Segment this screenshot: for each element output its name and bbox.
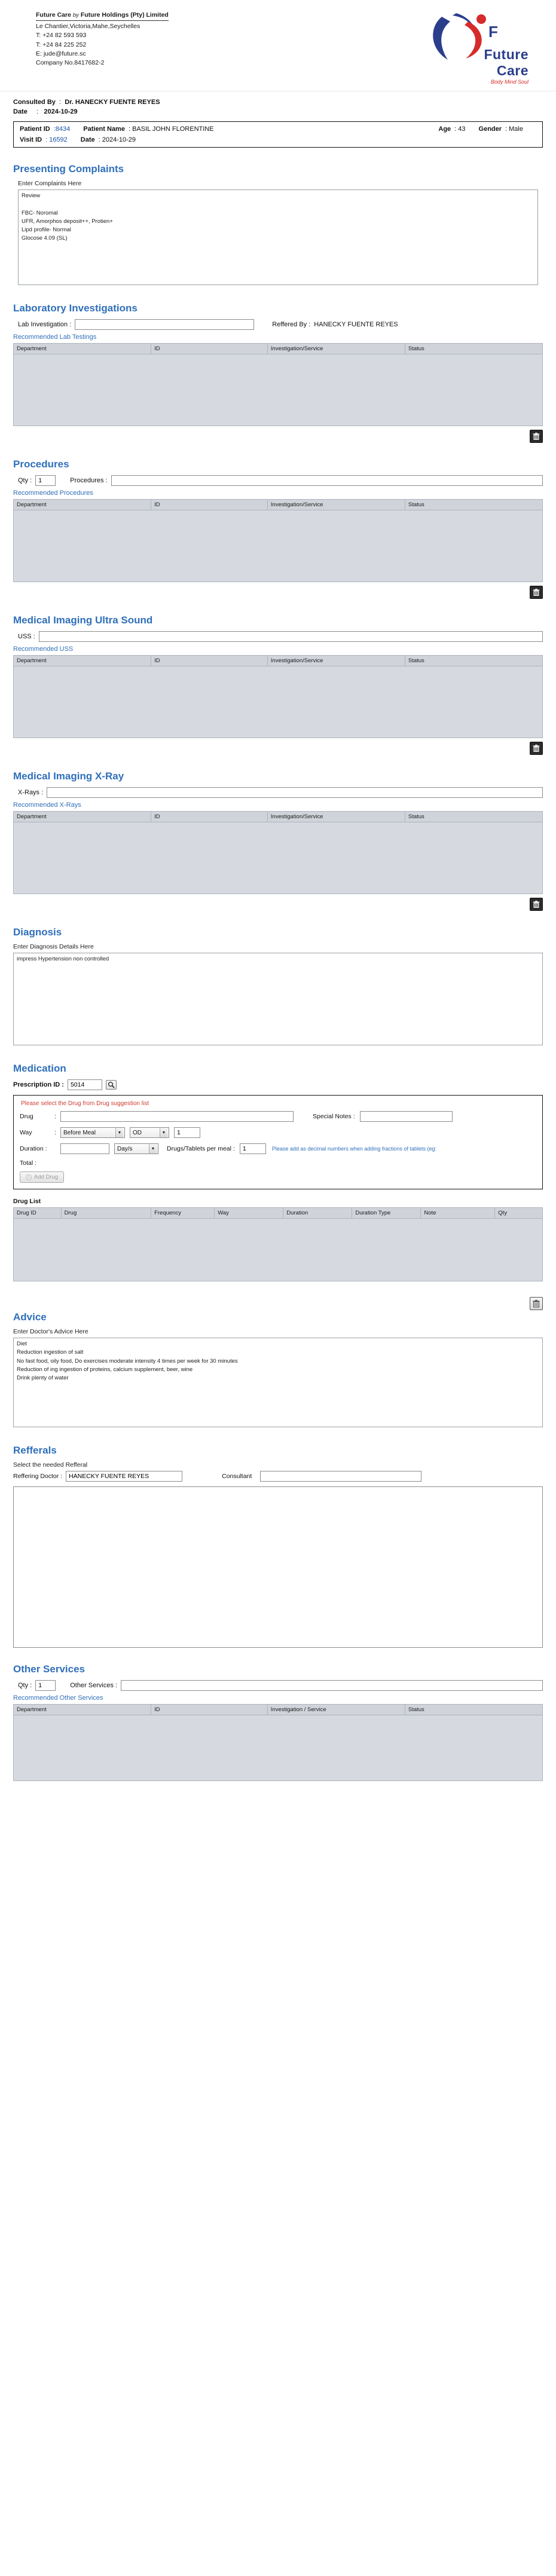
section-advice	[13, 1297, 543, 1429]
ultrasound-input-row	[18, 631, 543, 642]
gender-cell	[479, 126, 523, 133]
clinic-tel-2: T: +24 84 225 252	[36, 41, 87, 48]
other-services-col-service: Investigation / Service	[267, 1705, 405, 1715]
xray-label: X-Rays :	[18, 789, 44, 796]
other-services-col-status: Status	[405, 1705, 542, 1715]
visit-date-cell	[81, 136, 136, 143]
brand-logo	[418, 11, 532, 85]
drug-col-drug: Drug	[61, 1208, 151, 1219]
procedures-input[interactable]	[111, 475, 543, 486]
lab-grid-body[interactable]	[13, 354, 543, 426]
date-label: Date	[13, 108, 28, 115]
procedures-delete-button[interactable]	[530, 586, 543, 599]
other-services-grid	[13, 1704, 543, 1781]
drug-list-grid-header	[13, 1207, 543, 1219]
ultrasound-input[interactable]	[39, 631, 543, 642]
xray-grid	[13, 811, 543, 894]
logo-line-2: Care	[496, 63, 528, 78]
lab-grid	[13, 343, 543, 426]
lab-investigation-row	[18, 319, 543, 330]
medication-warning: Please select the Drug from Drug suggestion list	[21, 1100, 149, 1107]
drug-list-label: Drug List	[13, 1198, 41, 1205]
lab-col-id: ID	[151, 344, 268, 354]
other-services-col-id: ID	[151, 1705, 268, 1715]
clinic-address-block	[36, 11, 169, 68]
procedures-col-department: Department	[14, 500, 151, 510]
advice-trash-row	[13, 1297, 543, 1310]
clinic-name-company: Future Holdings (Pty) Limited	[80, 11, 169, 19]
diagnosis-sub-label: Enter Diagnosis Details Here	[13, 943, 94, 950]
section-other-services	[13, 1663, 543, 1781]
trash-icon	[533, 433, 540, 440]
lab-investigation-input[interactable]	[75, 319, 254, 330]
section-procedures	[13, 458, 543, 599]
other-services-recommended-label: Recommended Other Services	[13, 1694, 103, 1702]
ultrasound-col-service: Investigation/Service	[267, 656, 405, 666]
plus-icon: +	[26, 1174, 32, 1180]
patient-id-label: Patient ID	[20, 126, 50, 133]
svg-text:F: F	[488, 23, 498, 41]
visit-id-cell	[20, 136, 68, 143]
xray-col-status: Status	[405, 812, 542, 822]
advice-sub-label: Enter Doctor's Advice Here	[13, 1328, 88, 1335]
trash-icon	[533, 901, 540, 908]
trash-icon	[533, 1300, 540, 1308]
medication-way-colon: :	[54, 1129, 56, 1136]
xray-input[interactable]	[47, 787, 543, 798]
age-label: Age	[438, 126, 451, 133]
presenting-complaints-title: Presenting Complaints	[13, 163, 124, 175]
table-header-row	[14, 1705, 543, 1715]
medication-way-select[interactable]	[60, 1127, 125, 1138]
xray-col-service: Investigation/Service	[267, 812, 405, 822]
advice-title: Advice	[13, 1311, 47, 1323]
patient-name-value: : BASIL JOHN FLORENTINE	[128, 126, 214, 133]
procedures-grid-header	[13, 499, 543, 510]
clinic-name-by: by	[72, 12, 79, 19]
patient-id-value: :8434	[53, 126, 71, 133]
referrals-title: Refferals	[13, 1445, 57, 1456]
visit-date-label: Date	[80, 136, 95, 143]
medication-way-row	[20, 1127, 536, 1138]
drug-list-grid-body[interactable]	[13, 1219, 543, 1281]
drug-col-way: Way	[215, 1208, 283, 1219]
procedures-title: Procedures	[13, 458, 69, 470]
age-value: : 43	[454, 126, 466, 133]
procedures-col-service: Investigation/Service	[267, 500, 405, 510]
add-drug-button[interactable]	[20, 1171, 64, 1183]
ultrasound-label: USS :	[18, 633, 35, 640]
medication-way-value: Before Meal	[63, 1129, 96, 1136]
patient-id-cell	[20, 126, 70, 133]
xray-recommended-label: Recommended X-Rays	[13, 801, 81, 809]
consulted-by-label: Consulted By	[13, 99, 56, 106]
clinic-name-prefix: Future Care	[36, 11, 71, 19]
lab-col-department: Department	[14, 344, 151, 354]
procedures-grid	[13, 499, 543, 582]
date-value: 2024-10-29	[44, 108, 78, 115]
date-colon: :	[29, 108, 42, 115]
referring-doctor-label: Reffering Doctor :	[13, 1473, 63, 1480]
xray-trash-row	[13, 898, 543, 911]
chevron-down-icon: ▼	[149, 1144, 157, 1154]
patient-name-cell	[83, 126, 213, 133]
referring-doctor-input[interactable]	[66, 1471, 182, 1482]
prescription-id-label: Prescription ID :	[13, 1081, 64, 1088]
other-services-qty-input[interactable]	[35, 1680, 56, 1691]
search-icon	[108, 1081, 115, 1088]
procedures-grid-body[interactable]	[13, 510, 543, 582]
ultrasound-trash-row	[13, 742, 543, 755]
procedures-trash-row	[13, 586, 543, 599]
visit-date-value: : 2024-10-29	[98, 136, 136, 143]
medication-way-label: Way	[20, 1129, 32, 1136]
xray-grid-header	[13, 811, 543, 822]
medication-decimal-hint: Please add as decimal numbers when adding fractions of tablets (eg:	[271, 1146, 436, 1152]
laboratory-title: Laboratory Investigations	[13, 302, 138, 314]
logo-line-1: Future	[484, 47, 528, 62]
trash-icon	[533, 745, 540, 752]
procedures-col-status: Status	[405, 500, 542, 510]
lab-recommended-label: Recommended Lab Testings	[13, 334, 97, 341]
medication-total-label: Total :	[20, 1159, 37, 1167]
lab-referred-by-label: Reffered By :	[272, 321, 311, 328]
consulted-by-colon: :	[57, 99, 63, 106]
ultrasound-delete-button[interactable]	[530, 742, 543, 755]
drug-col-drug-id: Drug ID	[14, 1208, 62, 1219]
procedures-qty-input[interactable]	[35, 475, 56, 486]
other-services-input-row	[18, 1680, 543, 1691]
advice-textarea[interactable]	[13, 1338, 543, 1427]
section-medication	[13, 1063, 543, 1281]
lab-referred-by-value: HANECKY FUENTE REYES	[314, 321, 398, 328]
medication-special-notes-label: Special Notes :	[313, 1113, 355, 1120]
drug-col-qty: Qty	[495, 1208, 543, 1219]
other-services-grid-header	[13, 1704, 543, 1715]
ultrasound-grid-header	[13, 655, 543, 666]
medication-drug-colon: :	[54, 1113, 56, 1120]
clinic-address: Le Chantier,Victoria,Mahe,Seychelles	[36, 23, 140, 30]
procedures-qty-label: Qty :	[18, 477, 32, 484]
logo-tagline: Body Mind Soul	[490, 79, 528, 85]
chevron-down-icon: ▼	[160, 1128, 167, 1137]
medication-title: Medication	[13, 1063, 66, 1074]
medication-per-meal-label: Drugs/Tablets per meal :	[167, 1145, 235, 1152]
add-drug-label: Add Drug	[33, 1174, 59, 1180]
medication-duration-unit-select[interactable]	[114, 1143, 158, 1154]
xray-title: Medical Imaging X-Ray	[13, 770, 124, 782]
consulted-by-value: Dr. HANECKY FUENTE REYES	[65, 99, 160, 106]
medication-drug-label: Drug	[20, 1113, 33, 1120]
procedures-label: Procedures :	[70, 477, 108, 484]
other-services-qty-label: Qty :	[18, 1682, 32, 1689]
xray-grid-body[interactable]	[13, 822, 543, 894]
procedures-input-row	[18, 475, 543, 486]
xray-col-id: ID	[151, 812, 268, 822]
procedures-col-id: ID	[151, 500, 268, 510]
medication-duration-unit-value: Day/s	[117, 1145, 133, 1152]
ultrasound-col-department: Department	[14, 656, 151, 666]
ultrasound-grid-body[interactable]	[13, 666, 543, 738]
medication-duration-row	[20, 1143, 536, 1154]
age-cell	[438, 126, 465, 133]
patient-info-box	[13, 121, 543, 148]
other-services-input[interactable]	[121, 1680, 543, 1691]
complaints-sub-label: Enter Complaints Here	[18, 180, 82, 187]
medication-frequency-value: OD	[133, 1129, 142, 1136]
clinic-tel-1: T: +24 82 593 593	[36, 32, 87, 39]
prescription-id-input[interactable]	[68, 1079, 102, 1090]
medication-entry-box	[13, 1095, 543, 1189]
complaints-textarea[interactable]	[18, 189, 538, 285]
lab-trash-row	[13, 430, 543, 443]
xray-input-row	[18, 787, 543, 798]
section-laboratory-investigations	[13, 302, 543, 443]
table-header-row	[14, 344, 543, 354]
medication-total-row	[20, 1159, 536, 1167]
visit-date-line	[0, 107, 556, 120]
ultrasound-recommended-label: Recommended USS	[13, 645, 74, 653]
lab-investigation-label: Lab Investigation :	[18, 321, 72, 328]
section-diagnosis	[13, 926, 543, 1047]
patient-name-label: Patient Name	[83, 126, 125, 133]
ultrasound-grid	[13, 655, 543, 738]
lab-grid-header	[13, 343, 543, 354]
drug-col-note: Note	[421, 1208, 495, 1219]
referrals-pane[interactable]	[13, 1486, 543, 1648]
medication-duration-input[interactable]	[60, 1143, 109, 1154]
gender-value: : Male	[505, 126, 523, 133]
consulted-by-line	[0, 91, 556, 107]
prescription-id-row	[13, 1079, 543, 1090]
visit-id-value: : 16592	[45, 136, 68, 143]
ultrasound-col-status: Status	[405, 656, 542, 666]
ultrasound-col-id: ID	[151, 656, 268, 666]
patient-info-row-2	[14, 136, 542, 147]
drug-col-duration: Duration	[283, 1208, 352, 1219]
clinic-company-no: Company No.8417682-2	[36, 59, 105, 67]
section-medical-imaging-ultrasound	[13, 614, 543, 755]
section-medical-imaging-xray	[13, 770, 543, 911]
medication-frequency-select[interactable]	[130, 1127, 169, 1138]
advice-delete-button[interactable]	[530, 1297, 543, 1310]
medication-drug-row	[20, 1111, 536, 1122]
table-header-row	[14, 500, 543, 510]
clinic-name	[36, 11, 169, 21]
medication-duration-label: Duration :	[20, 1145, 47, 1152]
xray-delete-button[interactable]	[530, 898, 543, 911]
medication-drug-input[interactable]	[60, 1111, 294, 1122]
xray-col-department: Department	[14, 812, 151, 822]
gender-label: Gender	[478, 126, 502, 133]
consultant-label: Consultant	[222, 1473, 252, 1480]
drug-col-duration-type: Duration Type	[352, 1208, 421, 1219]
other-services-title: Other Services	[13, 1663, 85, 1675]
other-services-col-department: Department	[14, 1705, 151, 1715]
consultant-input[interactable]	[260, 1471, 421, 1482]
trash-icon	[533, 589, 540, 596]
referrals-sub-label: Select the needed Refferal	[13, 1461, 88, 1468]
table-header-row	[14, 656, 543, 666]
table-header-row	[14, 812, 543, 822]
ultrasound-title: Medical Imaging Ultra Sound	[13, 614, 153, 626]
medication-special-notes-input[interactable]	[360, 1111, 453, 1122]
diagnosis-title: Diagnosis	[13, 926, 62, 938]
section-presenting-complaints	[13, 163, 543, 287]
table-header-row	[14, 1208, 543, 1219]
medication-way-count-input[interactable]	[174, 1127, 200, 1138]
clinic-email: E: jude@future.sc	[36, 50, 86, 57]
section-referrals	[13, 1445, 543, 1648]
referrals-input-row	[13, 1471, 543, 1482]
chevron-down-icon: ▼	[115, 1128, 123, 1137]
patient-info-row-1	[14, 122, 542, 136]
lab-col-status: Status	[405, 344, 542, 354]
medication-per-meal-input[interactable]	[240, 1143, 266, 1154]
lab-delete-button[interactable]	[530, 430, 543, 443]
drug-col-frequency: Frequency	[151, 1208, 215, 1219]
letterhead	[0, 0, 556, 91]
diagnosis-textarea[interactable]	[13, 953, 543, 1045]
other-services-grid-body[interactable]	[13, 1715, 543, 1781]
visit-id-label: Visit ID	[20, 136, 42, 143]
other-services-label: Other Services :	[70, 1682, 118, 1689]
procedures-recommended-label: Recommended Procedures	[13, 489, 93, 497]
drug-list-grid	[13, 1207, 543, 1281]
lab-col-service: Investigation/Service	[267, 344, 405, 354]
prescription-search-button[interactable]	[106, 1080, 117, 1090]
